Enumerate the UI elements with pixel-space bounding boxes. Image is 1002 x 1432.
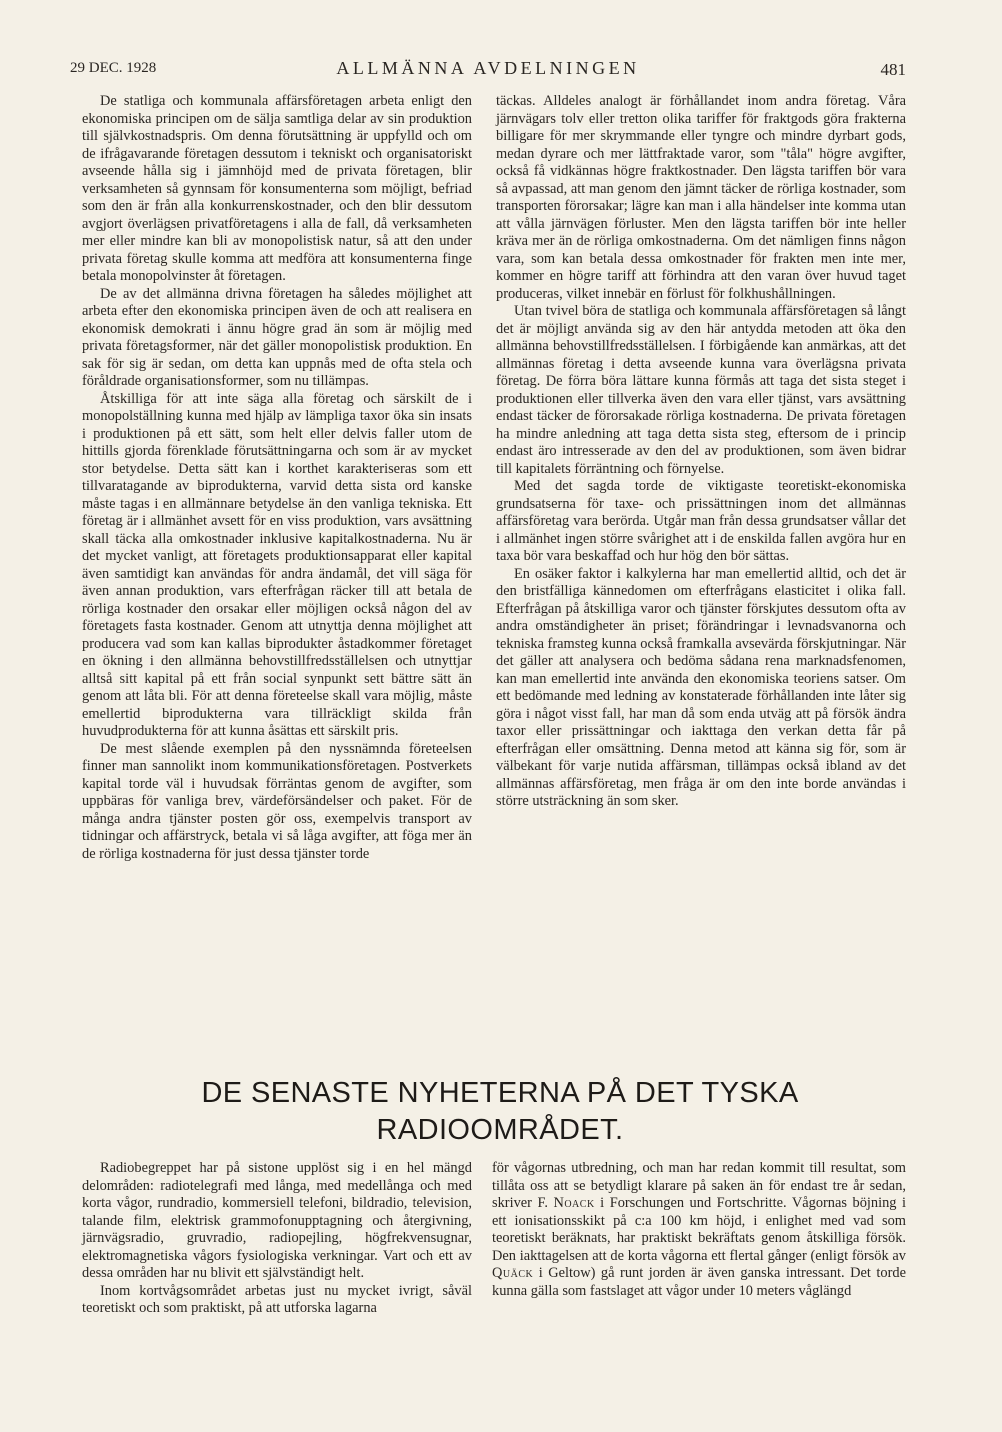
page-header [70, 58, 906, 86]
heading-line: DE SENASTE NYHETERNA PÅ DET TYSKA [201, 1077, 799, 1109]
researcher-name: Quäck [492, 1265, 534, 1281]
paragraph: Med det sagda torde de viktigaste teoretiskt-ekonomiska grundsatserna för taxe- och prissättningen inom det allmännas affärsföretag vara berörda. Utgår man från dessa grundsatser vållar det i allmänhet ingen större svårighet att i de enskilda fallen avgöra hur en taxa bör vara beskaffad och hur hög den bör sättas. [496, 478, 906, 564]
paragraph: De mest slående exemplen på den nyssnämnda företeelsen finner man sannolikt inom kommunikationsföretagen. Postverkets kapital torde väl i huvudsak förräntas genom de avgifter, som uppbäras för vanliga brev, värdeförsändelser och paket. För de många andra tjänster posten gör oss, exempelvis transport av tidningar och affärstryck, betala vi så låga avgifter, att föga mer än de rörliga kostnaderna för just dessa tjänster torde [82, 740, 472, 862]
article-heading [90, 1075, 910, 1149]
page-number: 481 [880, 60, 906, 79]
article2-right-column [492, 1160, 906, 1300]
paragraph: Utan tvivel böra de statliga och kommunala affärsföretagen så långt det är möjligt använda sig av den här antydda metoden att öka den allmänna behovstillfredsställelsen. I förbigående kan anmärkas, att det allmännas företag i detta avseende kunna vara överlägsna privata företag. De förra böra lättare kunna förmås att taga det sista steget i produktionen eller tillverka även den vara eller tjänst, vars avsättning endast täcker de förorsakade rörliga kostnaderna. De privata företagen ha mindre anledning att taga detta sista steg, eftersom de i princip endast äro intresserade av den del av produktionen, som även bidrar till kapitalets förräntning och förnyelse. [496, 303, 906, 477]
text-run: för vågornas utbredning, och man har redan kommit till resultat, som tillåta oss att se betydligt klarare på saken än för endast tre år sedan, skriver F. [492, 1160, 906, 1211]
header-date: 29 DEC. 1928 [70, 60, 157, 76]
article1-right-column [496, 93, 906, 811]
paragraph: De statliga och kommunala affärsföretagen arbeta enligt den ekonomiska principen om de sälja samtliga delar av sin produktion till självkostnadspris. Om denna förutsättning är uppfylld och om de ifrågavarande företagen dessutom i tekniskt och organisatoriskt avseende hålla sig i jämnhöjd med de privata företagen, blir verksamheten så gynnsam för konsumenterna som möjligt, befriad som den är från alla konkurrenskostnader, och den blir dessutom avgjort överlägsen privatföretagens i alla de fall, då verksamheten mer eller mindre kan bli av monopolistisk natur, så att den under privata företag skulle komma att medföra att konsumenterna finge betala monopolvinster åt företagen. [82, 93, 472, 284]
author-name: Noack [553, 1195, 595, 1211]
paragraph: Åtskilliga för att inte säga alla företag och särskilt de i monopolställning kunna med hjälp av lämpliga taxor öka sin insats i produktionen på ett sätt, som helt eller delvis faller utom de hittills gjorda förenklade förutsättningarna och som är av mycket stor betydelse. Detta sätt kan i korthet karakteriseras som ett tillvaratagande av biprodukterna, varvid detta sista ord kanske måste tagas i en allmännare betydelse än den vanliga tekniska. Ett företag är i allmänhet avsett för en viss produktion, vars avsättning skall täcka alla omkostnader inklusive kapitalkostnaderna. Nu är det mycket vanligt, att företagets produktionsapparat eller kapital även samtidigt kan användas för andra ändamål, det vill säga för även annan produktion, vars efterfrågan räcker till att betala de rörliga kostnader den orsakar eller möjligen också någon del av företagets fasta kostnader. Genom att utnyttja denna möjlighet att producera vad som kan kallas biprodukter åstadkommer företaget en ökning i den allmänna behovstillfredsställelsen och utnyttjar alltså sitt kapital på ett från social synpunkt sett bättre sätt än genom att låta bli. För att denna företeelse skall vara möjlig, måste emellertid biprodukterna vara tillräckligt skilda från huvudprodukterna för att kunna åsättas ett särskilt pris. [82, 390, 472, 739]
paragraph: Inom kortvågsområdet arbetas just nu mycket ivrigt, såväl teoretiskt och som praktiskt, på att utforska lagarna [82, 1282, 472, 1316]
paragraph: En osäker faktor i kalkylerna har man emellertid alltid, och det är den bristfälliga kännedomen om efterfrågans elasticitet i olika fall. Efterfrågan på åtskilliga varor och tjänster förskjutes dessutom ofta av andra omständigheter än priset; förändringar i levnadsvanorna och tekniska framsteg kunna också framkalla avsevärda förskjutningar. När det gäller att analysera och bedöma sådana rena marknadsfenomen, kan man emellertid inte använda den ekonomiska teoriens satser. Om ett bedömande med ledning av konstaterade förhållanden inte låter sig göra i något visst fall, har man då som enda utväg att på försök ändra taxor eller prissättningar och iakttaga den verkan detta får på efterfrågan eller omsättning. Denna metod att känna sig för, som är välbekant för varje nutida affärsman, tillämpas också ibland av det allmännas affärsföretag, men fråga är om den inte borde användas i större utsträckning än som sker. [496, 565, 906, 809]
text-run: i Forschungen und Fortschritte. Vågornas böjning i ett ionisationsskikt på c:a 100 km höjd, i enlighet med vad som teoretiskt beräknats, har praktiskt bekräftats genom åtskilliga försök. Den iakttagelsen att de korta vågorna ett flertal gånger (enligt försök av [492, 1195, 906, 1264]
heading-line: RADIOOMRÅDET. [376, 1114, 624, 1146]
section-title: ALLMÄNNA AVDELNINGEN [336, 58, 640, 78]
paragraph [492, 1160, 906, 1300]
article1-left-column [82, 93, 472, 863]
paragraph: Radiobegreppet har på sistone upplöst sig i en hel mängd delområden: radiotelegrafi med långa, med medellånga och med korta vågor, rundradio, kommersiell telefoni, bildradio, television, talande film, elektrisk grammofonupptagning och återgivning, järnvägsradio, gruvradio, radiopejling, högfrekvensugnar, elektromagnetiska vågors fysiologiska verkningar. Vart och ett av dessa områden har nu blivit ett självständigt helt. [82, 1160, 472, 1281]
article2-left-column [82, 1160, 472, 1318]
text-run: i Geltow) gå runt jorden är även ganska intressant. Det torde kunna gälla som fastslaget att vågor under 10 meters våglängd [492, 1265, 906, 1299]
paragraph: täckas. Alldeles analogt är förhållandet inom andra företag. Våra järnvägars tolv eller tretton olika tariffer för fraktgods göra frakterna billigare för mer skrymmande eller tyngre och mindre dyrbart gods, medan dyrare och mer lättfraktade varor, som "tåla" högre avgifter, också få vidkännas högre fraktkostnader. Den lägsta tariffen bör vara så avpassad, att man genom den jämnt täcker de rörliga kostnader, som transporten förorsakar; lägre kan man i alla händelser inte komma utan att vålla järnvägen förluster. Men den lägsta tariffen bör inte heller kräva mer än de rörliga omkostnaderna. Om det nämligen finns någon vara, som kan betala dessa omkostnader för frakten men inte mer, kommer en högre tariff att förhindra att den varan över huvud taget produceras, vilket innebär en förlust för folkhushållningen. [496, 93, 906, 302]
paragraph: De av det allmänna drivna företagen ha således möjlighet att arbeta efter den ekonomiska principen även de och att realisera en ekonomisk demokrati i ännu högre grad än som är möjlig med privata företagsformer, när det gäller monopolistisk produktion. En sak för sig är sedan, om detta kan uppnås med de ofta stela och föråldrade organisationsformer, som nu tillämpas. [82, 285, 472, 389]
